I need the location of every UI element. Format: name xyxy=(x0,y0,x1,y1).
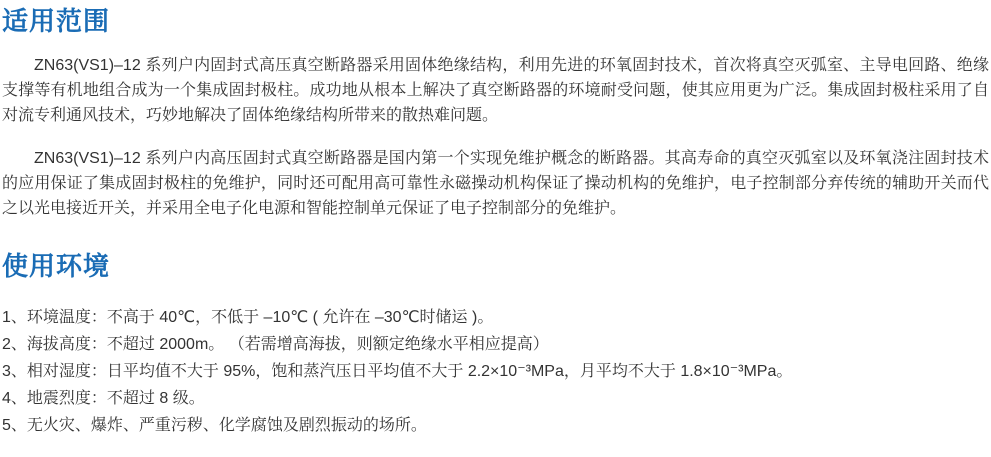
env-item-temperature: 1、环境温度：不高于 40℃，不低于 –10℃ ( 允许在 –30℃时储运 )。 xyxy=(2,309,494,327)
env-item-location: 5、无火灾、爆炸、严重污秽、化学腐蚀及剧烈振动的场所。 xyxy=(2,417,427,435)
env-item-seismic: 4、地震烈度：不超过 8 级。 xyxy=(2,390,205,408)
scope-paragraph-1: ZN63(VS1)–12 系列户内固封式高压真空断路器采用固体绝缘结构，利用先进的环氧固封技术，首次将真空灭弧室、主导电回路、绝缘支撑等有机地组合成为一个集成固封极柱。成功地从根本上解决了真空断路器的环境耐受问题，使其应用更为广泛。集成固封极柱采用了自对流专利通风技术，巧妙地解决了固体绝缘结构所带来的散热难问题。 xyxy=(2,57,989,125)
scope-paragraph-2: ZN63(VS1)–12 系列户内高压固封式真空断路器是国内第一个实现免维护概念的断路器。其高寿命的真空灭弧室以及环氧浇注固封技术的应用保证了集成固封极柱的免维护，同时还可配用高可靠性永磁操动机构保证了操动机构的免维护，电子控制部分弃传统的辅助开关而代之以光电接近开关，并采用全电子化电源和智能控制单元保证了电子控制部分的免维护。 xyxy=(2,150,989,218)
section-environment xyxy=(2,251,989,439)
env-item-altitude: 2、海拔高度：不超过 2000m。 （若需增高海拔，则额定绝缘水平相应提高） xyxy=(2,336,549,354)
env-item-humidity: 3、相对湿度：日平均值不大于 95%，饱和蒸汽压日平均值不大于 2.2×10⁻³MPa，月平均不大于 1.8×10⁻³MPa。 xyxy=(2,363,793,381)
environment-section-heading: 使用环境 xyxy=(2,251,111,282)
environment-condition-list xyxy=(2,304,989,439)
scope-section-heading: 适用范围 xyxy=(2,6,111,36)
section-scope xyxy=(2,6,989,221)
